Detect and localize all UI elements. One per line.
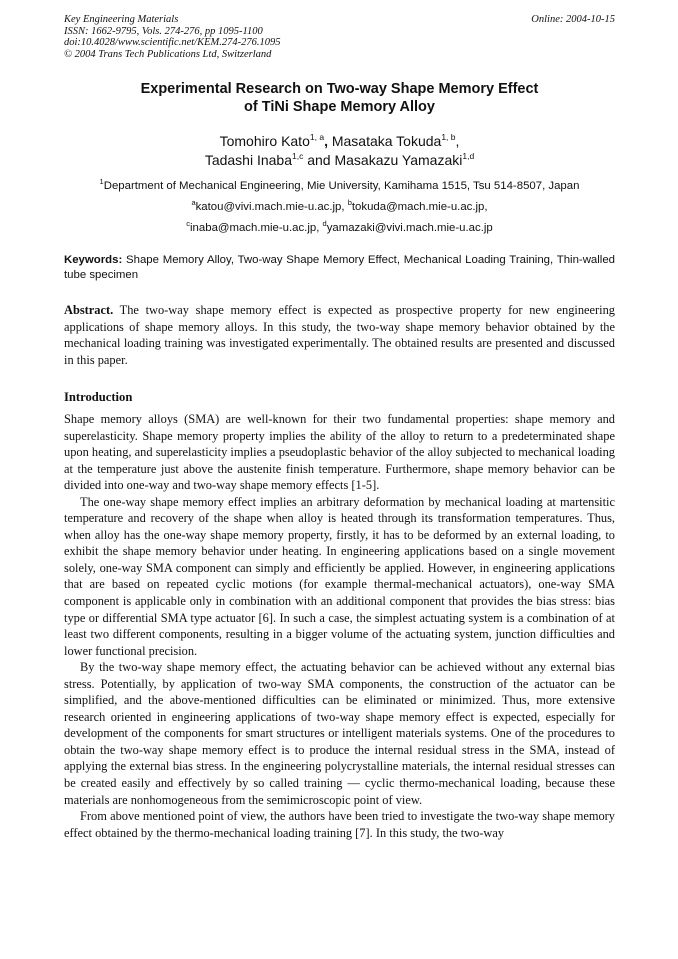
affiliation: [64, 176, 615, 197]
doi-line: doi:10.4028/www.scientific.net/KEM.274-276.1095: [64, 37, 281, 48]
email-address[interactable]: katou@vivi.mach.mie-u.ac.jp,: [195, 201, 345, 213]
author-name: Masakazu Yamazaki: [334, 152, 463, 168]
abstract-label: Abstract.: [64, 303, 114, 317]
email-line-1: [64, 197, 615, 218]
copyright-line: © 2004 Trans Tech Publications Ltd, Switzerland: [64, 48, 272, 60]
keywords-label: Keywords:: [64, 254, 123, 266]
author-separator: ,: [455, 133, 460, 149]
author-line-2: [64, 151, 615, 170]
affiliation-mark: 1: [99, 177, 104, 186]
author-name: Tadashi Inaba: [204, 152, 292, 168]
body-paragraph: Shape memory alloys (SMA) are well-known for their two fundamental properties: shape memory and superelasticity. Shape memory property implies the ability of the alloy to return to a predeterminated shape upon heating, and superelasticity implies a pseudoplastic behavior of the alloy subjected to mechanical loading at the temperature just above the austenite finish temperature. Furthermore, shape memory behavior can be divided into one-way and two-way shape memory effects [1-5].: [64, 412, 615, 493]
author-line-1: [64, 132, 615, 151]
body-paragraph: By the two-way shape memory effect, the actuating behavior can be achieved without any external bias stress. Potentially, by application of two-way SMA components, the construction of the actuator can be simplified, and the above-mentioned difficulties can be eliminated or minimized. Thus, more extensive research oriented in engineering applications of two-way shape memory effect is expected, especially for development of the components for smart structures or intelligent materials systems. One of the procedures to obtain the two-way shape memory effect is to produce the internal residual stress in the SMA, instead of applying the external bias stress. In the engineering polycrystalline materials, the internal residual stresses can be created easily and effectively by so called training — cyclic thermo-mechanical loading, because these materials are nonhomogeneous from the semimicroscopic point of view.: [64, 660, 615, 807]
author-separator: ,: [324, 133, 332, 149]
abstract-block: [64, 302, 615, 368]
journal-name: Key Engineering Materials: [64, 14, 179, 25]
author-name: Masataka Tokuda: [331, 133, 442, 149]
affiliation-block: [64, 176, 615, 239]
email-address[interactable]: yamazaki@vivi.mach.mie-u.ac.jp: [326, 222, 493, 234]
author-affil-mark: 1, b: [441, 132, 456, 142]
email-mark: c: [186, 219, 191, 228]
author-list: [64, 132, 615, 170]
email-mark: b: [347, 198, 352, 207]
abstract-text: The two-way shape memory effect is expected as prospective property for new engineering applications of shape memory alloys. In this study, the two-way shape memory behavior obtained by the mechanical loading training was investigated experimentally. The obtained results are presented and discussed in this paper.: [64, 303, 616, 367]
paper-title: [64, 80, 615, 116]
online-date: Online: 2004-10-15: [531, 14, 615, 25]
body-paragraph: The one-way shape memory effect implies an arbitrary deformation by mechanical loading at martensitic temperature and recovery of the shape when alloy is heated through its transformation temperatures. Thus, when alloy has the one-way shape memory property, firstly, it has to be deformed by an external loading, to exhibit the shape memory behavior under heating. In engineering applications based on a single movement solely, one-way SMA component can simply and efficiently be applied. However, in engineering applications that are based on repeated cyclic motions (for example thermal-mechanical actuators), one-way SMA component is applicable only in combination with an additional component that provides the bias stress: bias type or differential SMA type actuator [6]. In such a case, the simplest actuating system is a combination of at least two different components, resulting in a bigger volume of the actuating system, junction difficulties and lower functional precision.: [64, 494, 615, 658]
author-separator: and: [303, 152, 335, 168]
email-mark: a: [191, 198, 196, 207]
introduction-body: [64, 411, 615, 841]
email-address[interactable]: inaba@mach.mie-u.ac.jp,: [190, 222, 320, 234]
issn-line: ISSN: 1662-9795, Vols. 274-276, pp 1095-1100: [64, 25, 263, 37]
author-name: Tomohiro Kato: [219, 133, 310, 149]
journal-header: [64, 14, 615, 60]
body-paragraph: From above mentioned point of view, the authors have been tried to investigate the two-way shape memory effect obtained by the thermo-mechanical loading training [7]. In this study, the two-way: [64, 809, 615, 840]
paper-page: [64, 14, 615, 841]
author-affil-mark: 1,c: [292, 151, 304, 161]
author-affil-mark: 1,d: [462, 151, 475, 161]
keywords-text: Shape Memory Alloy, Two-way Shape Memory Effect, Mechanical Loading Training, Thin-walled tube specimen: [64, 254, 615, 281]
email-address[interactable]: tokuda@mach.mie-u.ac.jp,: [351, 201, 488, 213]
title-line-1: Experimental Research on Two-way Shape Memory Effect: [140, 81, 539, 97]
keywords-block: [64, 253, 615, 283]
email-line-2: [64, 218, 615, 239]
section-heading-introduction: Introduction: [64, 390, 133, 404]
affiliation-text: Department of Mechanical Engineering, Mie University, Kamihama 1515, Tsu 514-8507, Japan: [103, 180, 580, 192]
title-line-2: of TiNi Shape Memory Alloy: [244, 99, 435, 115]
author-affil-mark: 1, a: [309, 132, 325, 142]
email-mark: d: [322, 219, 327, 228]
